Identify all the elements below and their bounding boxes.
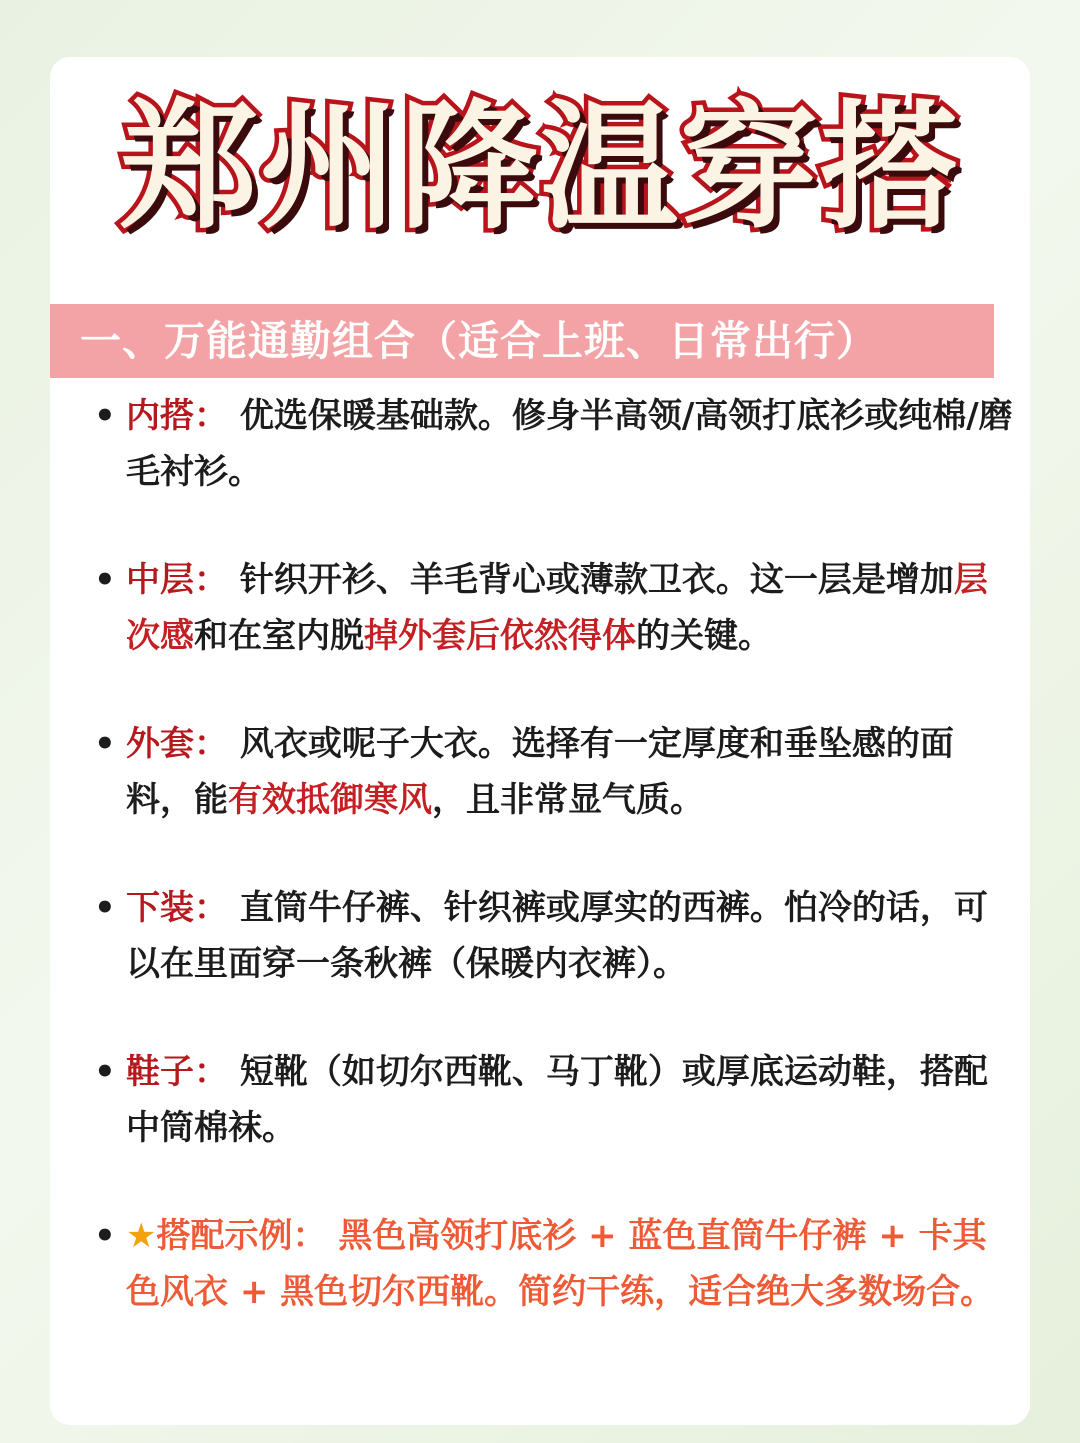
page-title: 郑州降温穿搭 (119, 87, 960, 248)
outfit-list (90, 388, 1020, 1428)
item-label: 鞋子： (126, 1052, 228, 1092)
list-item-example (90, 1208, 1020, 1376)
example-text: 黑色高领打底衫 + 蓝色直筒牛仔裤 + 卡其色风衣 + 黑色切尔西靴。简约干练，适合绝大多数场合。 (126, 1216, 995, 1312)
item-highlight: 层次感 (126, 560, 988, 656)
example-label: 搭配示例： (156, 1216, 327, 1256)
bullet-icon: • (94, 560, 116, 600)
item-text: 风衣或呢子大衣。选择有一定厚度和垂坠感的面料，能 (126, 724, 954, 820)
list-item-bottoms (90, 880, 1020, 992)
item-text: 的关键。 (636, 616, 772, 656)
list-item-inner-layer (90, 388, 1020, 500)
item-text: ，且非常显气质。 (432, 780, 704, 820)
bullet-icon: • (94, 888, 116, 928)
item-highlight: 有效抵御寒风 (228, 780, 432, 820)
bullet-icon: • (94, 396, 116, 436)
list-item-coat (90, 716, 1020, 828)
bullet-icon: • (94, 1052, 116, 1092)
item-label: 中层： (126, 560, 228, 600)
item-text: 短靴（如切尔西靴、马丁靴）或厚底运动鞋，搭配中筒棉袜。 (126, 1052, 988, 1148)
list-item-shoes (90, 1044, 1020, 1156)
item-label: 下装： (126, 888, 228, 928)
bullet-icon: • (94, 1216, 116, 1256)
item-text: 和在室内脱 (194, 616, 364, 656)
star-icon: ★ (126, 1216, 157, 1256)
bullet-icon: • (94, 724, 116, 764)
item-text: 针织开衫、羊毛背心或薄款卫衣。这一层是增加 (239, 560, 954, 600)
list-item-middle-layer (90, 552, 1020, 664)
item-label: 内搭： (126, 396, 228, 436)
item-text: 直筒牛仔裤、针织裤或厚实的西裤。怕冷的话，可以在里面穿一条秋裤（保暖内衣裤）。 (126, 888, 988, 984)
item-label: 外套： (126, 724, 228, 764)
item-text: 优选保暖基础款。修身半高领/高领打底衫或纯棉/磨毛衬衫。 (126, 396, 1013, 492)
item-highlight: 掉外套后依然得体 (364, 616, 636, 656)
section-heading: 一、万能通勤组合（适合上班、日常出行） (50, 304, 994, 378)
